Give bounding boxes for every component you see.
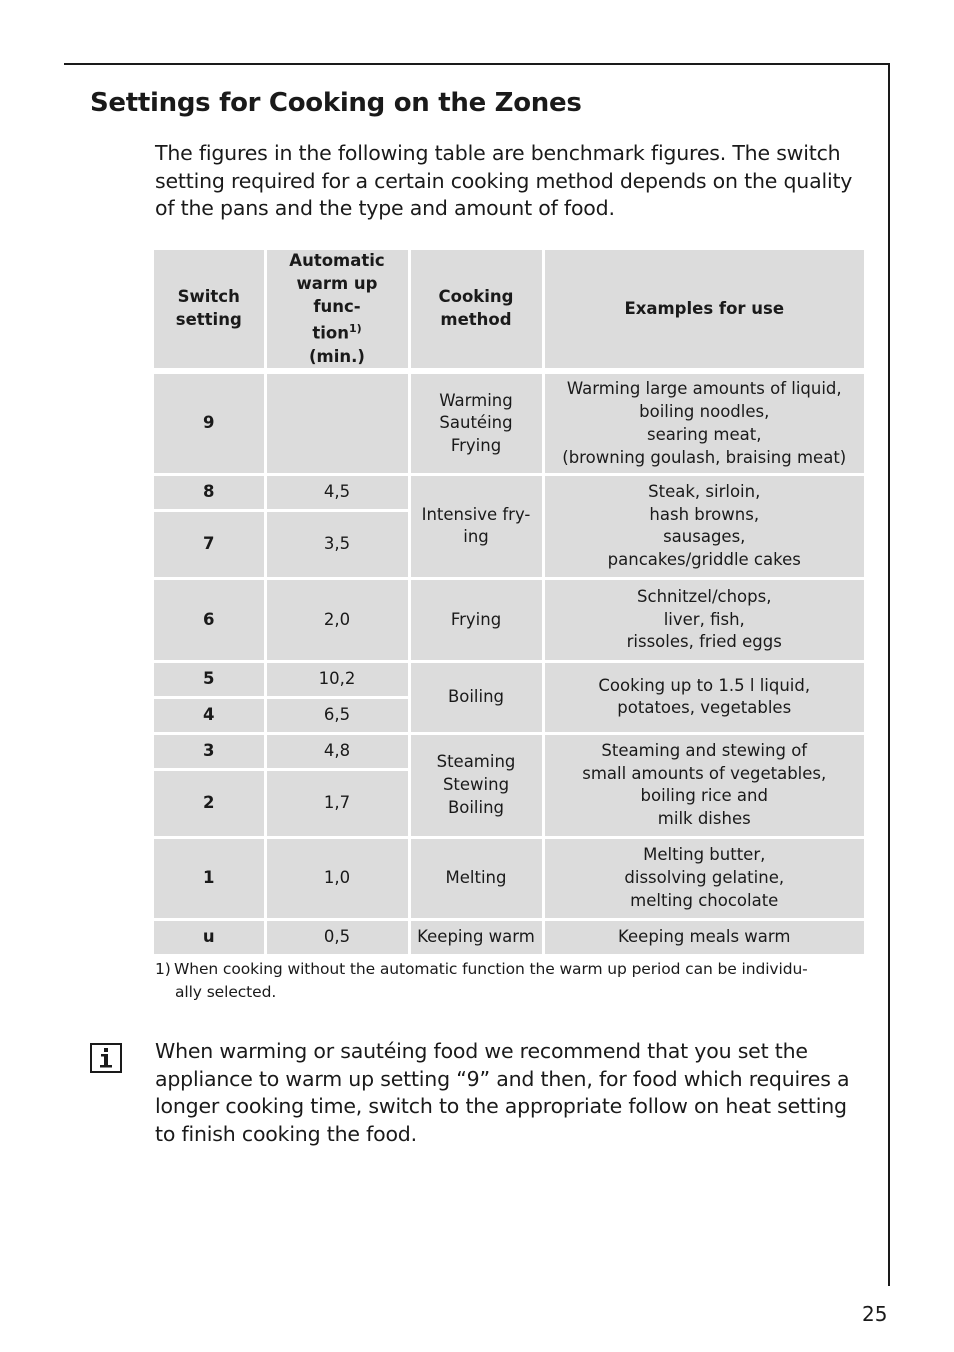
cooking-method-cell: Keeping warm <box>409 919 543 954</box>
examples-cell: Steak, sirloin, hash browns, sausages, pancakes/griddle cakes <box>543 474 864 578</box>
switch-setting-cell: 9 <box>154 371 265 474</box>
switch-setting-cell: u <box>154 919 265 954</box>
warm-up-time-cell: 4,5 <box>265 474 409 510</box>
warm-up-time-cell: 1,0 <box>265 837 409 919</box>
header-examples: Examples for use <box>543 250 864 371</box>
warm-up-time-cell: 1,7 <box>265 769 409 837</box>
warm-up-time-cell: 2,0 <box>265 578 409 661</box>
table-header-row <box>154 250 864 371</box>
cooking-method-cell: Boiling <box>409 661 543 733</box>
examples-cell: Cooking up to 1.5 l liquid, potatoes, vegetables <box>543 661 864 733</box>
cooking-method-cell: Frying <box>409 578 543 661</box>
page-title: Settings for Cooking on the Zones <box>90 88 582 118</box>
examples-cell: Warming large amounts of liquid, boiling noodles, searing meat, (browning goulash, braising meat) <box>543 371 864 474</box>
info-note: When warming or sautéing food we recommend that you set the appliance to warm up setting “9” and then, for food which requires a longer cooking time, switch to the appropriate follow on heat setting to finish cooking the food. <box>155 1039 850 1146</box>
page-number: 25 <box>862 1302 888 1326</box>
examples-cell: Steaming and stewing of small amounts of vegetables, boiling rice and milk dishes <box>543 733 864 837</box>
examples-cell: Schnitzel/chops, liver, fish, rissoles, fried eggs <box>543 578 864 661</box>
warm-up-time-cell: 4,8 <box>265 733 409 769</box>
info-icon <box>90 1043 122 1073</box>
examples-cell: Keeping meals warm <box>543 919 864 954</box>
top-rule <box>64 63 890 65</box>
warm-up-time-cell: 3,5 <box>265 510 409 578</box>
footnote-reference: 1) <box>348 322 362 336</box>
examples-cell: Melting butter, dissolving gelatine, melting chocolate <box>543 837 864 919</box>
header-cooking-method: Cooking method <box>409 250 543 371</box>
footnote-mark: 1) <box>155 960 171 978</box>
header-switch-setting: Switch setting <box>154 250 265 371</box>
table-row <box>154 578 864 661</box>
table-row <box>154 919 864 954</box>
warm-up-time-cell: 10,2 <box>265 661 409 697</box>
warm-up-time-cell: 6,5 <box>265 697 409 733</box>
table-row <box>154 371 864 474</box>
switch-setting-cell: 3 <box>154 733 265 769</box>
switch-setting-cell: 6 <box>154 578 265 661</box>
switch-setting-cell: 1 <box>154 837 265 919</box>
right-margin-rule <box>888 63 890 1286</box>
header-automatic-warm-up: Automatic warm up func- tion$^{1)}$ (min.) <box>265 250 409 371</box>
switch-setting-cell: 5 <box>154 661 265 697</box>
cooking-method-cell: Melting <box>409 837 543 919</box>
cooking-method-cell: Warming Sautéing Frying <box>409 371 543 474</box>
cooking-method-cell: Intensive fry- ing <box>409 474 543 578</box>
cooking-method-cell: Steaming Stewing Boiling <box>409 733 543 837</box>
table-row <box>154 661 864 697</box>
switch-setting-cell: 7 <box>154 510 265 578</box>
table-row <box>154 837 864 919</box>
table-row <box>154 474 864 510</box>
table-row <box>154 733 864 769</box>
intro-paragraph: The figures in the following table are benchmark figures. The switch setting required for a certain cooking method depends on the quality of the pans and the type and amount of food. <box>155 141 853 220</box>
warm-up-time-cell: 0,5 <box>265 919 409 954</box>
switch-setting-cell: 4 <box>154 697 265 733</box>
switch-setting-cell: 8 <box>154 474 265 510</box>
table-footnote: 1) When cooking without the automatic function the warm up period can be individu- ally selected. <box>155 960 808 1001</box>
switch-setting-cell: 2 <box>154 769 265 837</box>
cooking-settings-table <box>154 250 864 954</box>
warm-up-time-cell <box>265 371 409 474</box>
